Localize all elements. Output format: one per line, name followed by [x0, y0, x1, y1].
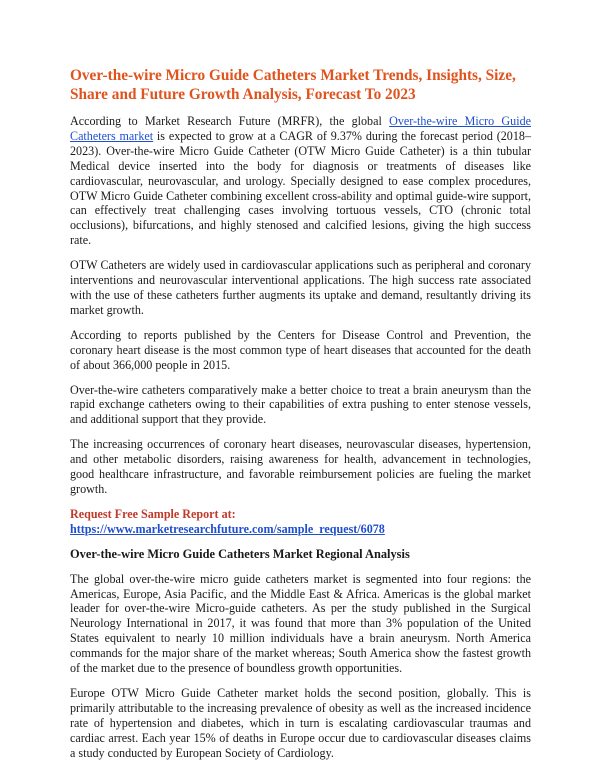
document-page — [70, 66, 531, 771]
regions-paragraph: The global over-the-wire micro guide catheters market is segmented into four regions: the Americas, Europe, Asia Pacific, and the Middle East & Africa. Americas is the global market leader for over-the-wire Micro-guide catheters. As per the study published in the Surgical Neurology International in 2017, it was found that more than 3% population of the United States equivalent to nearly 10 million individuals have a brain aneurysm. North America commands for the major share of the market whereas; South America show the fastest growth of the market due to the presence of boundless growth opportunities. — [70, 571, 531, 676]
growth-drivers-paragraph: The increasing occurrences of coronary heart diseases, neurovascular diseases, hypertension, and other metabolic disorders, raising awareness for health, advancement in technologies, good healthcare infrastructure, and favorable reimbursement policies are fueling the market growth. — [70, 437, 531, 496]
applications-paragraph: OTW Catheters are widely used in cardiovascular applications such as peripheral and coronary interventions and neurovascular interventional applications. The high success rate associated with the use of these catheters further augments its uptake and demand, resultantly driving its market growth. — [70, 258, 531, 317]
intro-paragraph — [70, 114, 531, 248]
sample-request-link[interactable]: https://www.marketresearchfuture.com/sample_request/6078 — [70, 521, 385, 536]
europe-paragraph: Europe OTW Micro Guide Catheter market holds the second position, globally. This is primarily attributable to the increasing prevalence of obesity as well as the increased incidence rate of hypertension and diabetes, which in turn is escalating cardiovascular traumas and cardiac arrest. Each year 15% of deaths in Europe occur due to cardiovascular diseases claims a study conducted by European Society of Cardiology. — [70, 686, 531, 760]
sample-request-label: Request Free Sample Report at: — [70, 506, 236, 521]
regional-analysis-heading: Over-the-wire Micro Guide Catheters Market Regional Analysis — [70, 546, 410, 561]
market-link[interactable]: Over-the-wire Micro Guide Catheters market — [70, 114, 531, 143]
document-title: Over-the-wire Micro Guide Catheters Market Trends, Insights, Size, Share and Future Growth Analysis, Forecast To 2023 — [70, 67, 516, 103]
intro-text-before: According to Market Research Future (MRFR), the global — [70, 114, 390, 128]
cdc-paragraph: According to reports published by the Centers for Disease Control and Prevention, the coronary heart disease is the most common type of heart diseases that accounted for the death of about 366,000 people in 2015. — [70, 327, 531, 372]
sample-request-block — [70, 507, 531, 537]
intro-text-after: is expected to grow at a CAGR of 9.37% during the forecast period (2018–2023). Over-the-wire Micro Guide Catheter (OTW Micro Guide Catheter) is a thin tubular Medical device inserted into the body for diagnosis or treatments of diseases like cardiovascular, neurovascular, and urology. Specially designed to ease complex procedures, OTW Micro Guide Catheter combining excellent cross-ability and optimal guide-wire support, can effectively treat challenging cases involving tortuous vessels, CTO (chronic total occlusions), bifurcations, and highly stenosed and calcified lesions, giving the high success rate. — [70, 128, 531, 248]
aneurysm-paragraph: Over-the-wire catheters comparatively make a better choice to treat a brain aneurysm than the rapid exchange catheters owing to their capabilities of extra pushing to enter stenose vessels, and additional support that they provide. — [70, 382, 531, 427]
